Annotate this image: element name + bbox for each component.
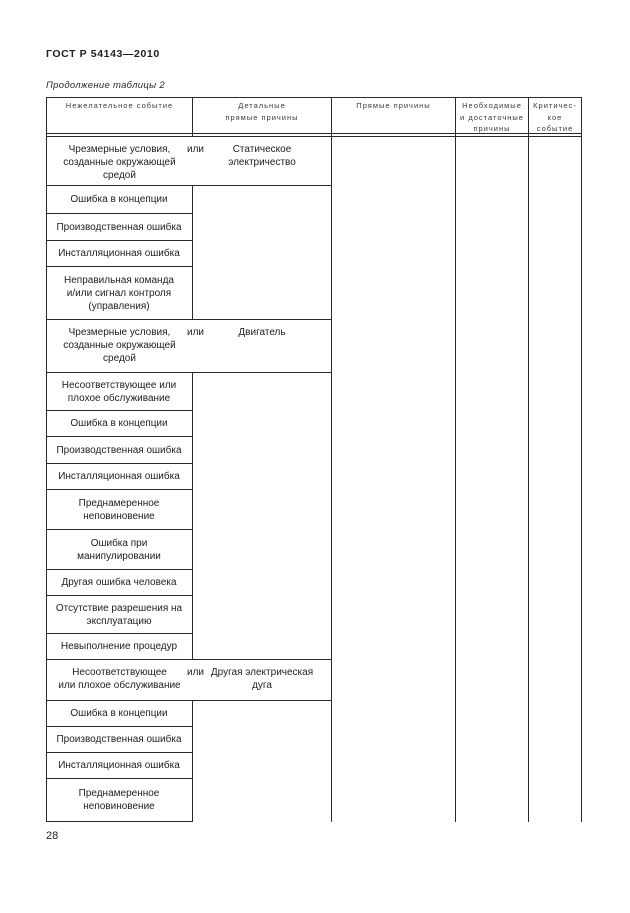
table-row (46, 659, 332, 701)
table-row (46, 727, 193, 753)
causes-table (46, 97, 582, 822)
table-row (46, 267, 193, 320)
column-divider (455, 97, 456, 822)
event-text: Ошибка в концепции (70, 194, 168, 205)
event-text: Преднамеренное неповиновение (78, 497, 160, 522)
or-connector-text: или (187, 667, 205, 678)
event-text: Преднамеренное неповиновение (78, 788, 160, 812)
event-text: Производственная ошибка (56, 221, 182, 233)
column-header-undesired-event: Нежелательное событие (65, 101, 174, 110)
detailed-cause-text: Двигатель (238, 327, 286, 338)
event-text: Несоответствующее или плохое обслуживание (58, 667, 181, 691)
event-text: Отсутствие разрешения на эксплуатацию (55, 602, 183, 627)
detailed-cause-text: Статическое электричество (228, 144, 296, 168)
event-text: Инсталляционная ошибка (58, 471, 180, 482)
table-row (46, 634, 193, 660)
column-header-direct-causes: Прямые причины (356, 101, 431, 110)
event-text: Инсталляционная ошибка (58, 760, 180, 771)
table-row (46, 464, 193, 490)
table-row (46, 701, 193, 727)
event-text: Производственная ошибка (56, 444, 182, 456)
table-row (46, 214, 193, 241)
event-text: Инсталляционная ошибка (58, 248, 180, 259)
table-row (46, 437, 193, 464)
event-text: Ошибка при манипулировании (77, 537, 161, 562)
table-row (46, 319, 332, 373)
table-row (46, 186, 193, 214)
event-text: Неправильная команда и/или сигнал контроля (управления) (64, 274, 174, 312)
standard-code: ГОСТ Р 54143—2010 (46, 48, 160, 60)
table-row (46, 490, 193, 530)
or-connector-text: или (187, 144, 205, 155)
table-right-border (581, 97, 582, 822)
event-text: Чрезмерные условия, созданные окружающей средой (63, 327, 176, 364)
column-header-critical-event: Критичес- кое событие (533, 101, 577, 133)
table-row (46, 411, 193, 437)
table-row (46, 570, 193, 596)
event-text: Невыполнение процедур (60, 641, 178, 652)
table-row (46, 530, 193, 570)
table-row (46, 753, 193, 779)
event-text: Другая ошибка человека (61, 577, 177, 588)
table-row (46, 241, 193, 267)
table-row (46, 137, 332, 186)
column-header-necessary-sufficient-causes: Необходимые и достаточные причины (460, 101, 524, 133)
event-text: Несоответствующее или плохое обслуживание (61, 379, 177, 404)
event-text: Чрезмерные условия, созданные окружающей средой (63, 144, 176, 181)
column-header-detailed-direct-causes: Детальные прямые причины (225, 101, 299, 122)
column-divider (331, 97, 332, 822)
event-text: Ошибка в концепции (70, 418, 168, 429)
detailed-cause-text: Другая электрическая дуга (210, 667, 314, 691)
table-caption: Продолжение таблицы 2 (46, 80, 165, 91)
column-divider (528, 97, 529, 822)
table-row (46, 373, 193, 411)
event-text: Ошибка в концепции (70, 708, 168, 719)
table-row (46, 779, 193, 822)
or-connector-text: или (187, 327, 205, 338)
page-number: 28 (46, 830, 59, 842)
table-row (46, 596, 193, 634)
event-text: Производственная ошибка (56, 734, 182, 745)
